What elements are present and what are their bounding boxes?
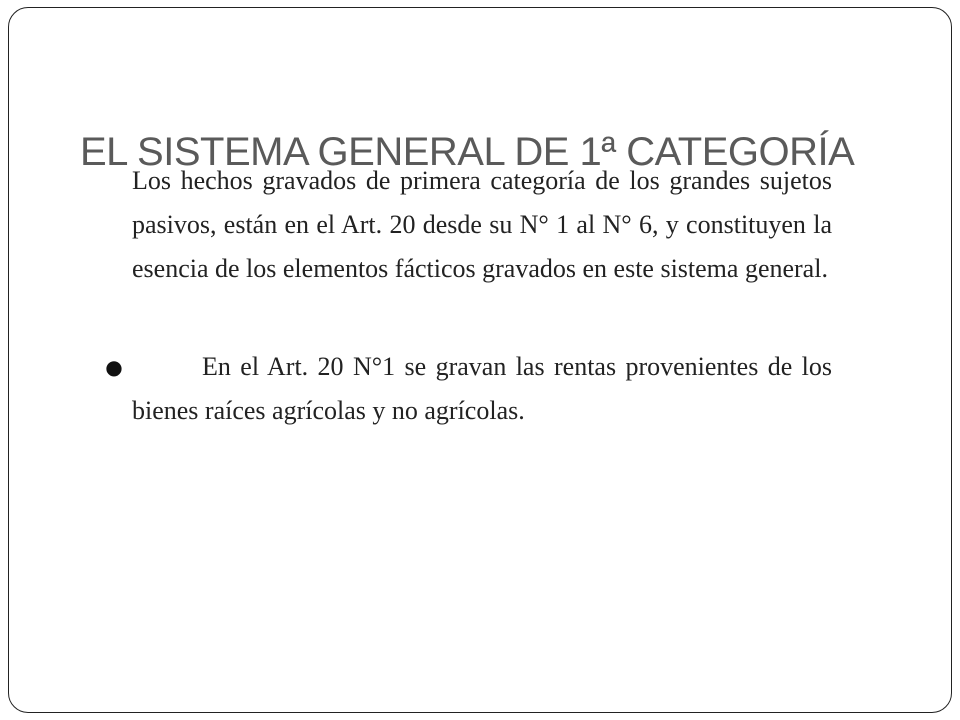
- paragraph-hechos-gravados: Los hechos gravados de primera categoría de los grandes sujetos pasivos, están en el Art. 20 desde su N° 1 al N° 6, y constituyen la esencia de los elementos fácticos gravados en este sistema general.: [132, 166, 832, 283]
- bullet-icon: ●: [105, 355, 123, 379]
- paragraph-art-20-n1-text: En el Art. 20 N°1 se gravan las rentas provenientes de los bienes raíces agrícolas y no agrícolas.: [132, 352, 832, 425]
- paragraph-art-20-n1: [132, 345, 832, 433]
- slide-title: EL SISTEMA GENERAL DE 1ª CATEGORÍA: [80, 130, 855, 174]
